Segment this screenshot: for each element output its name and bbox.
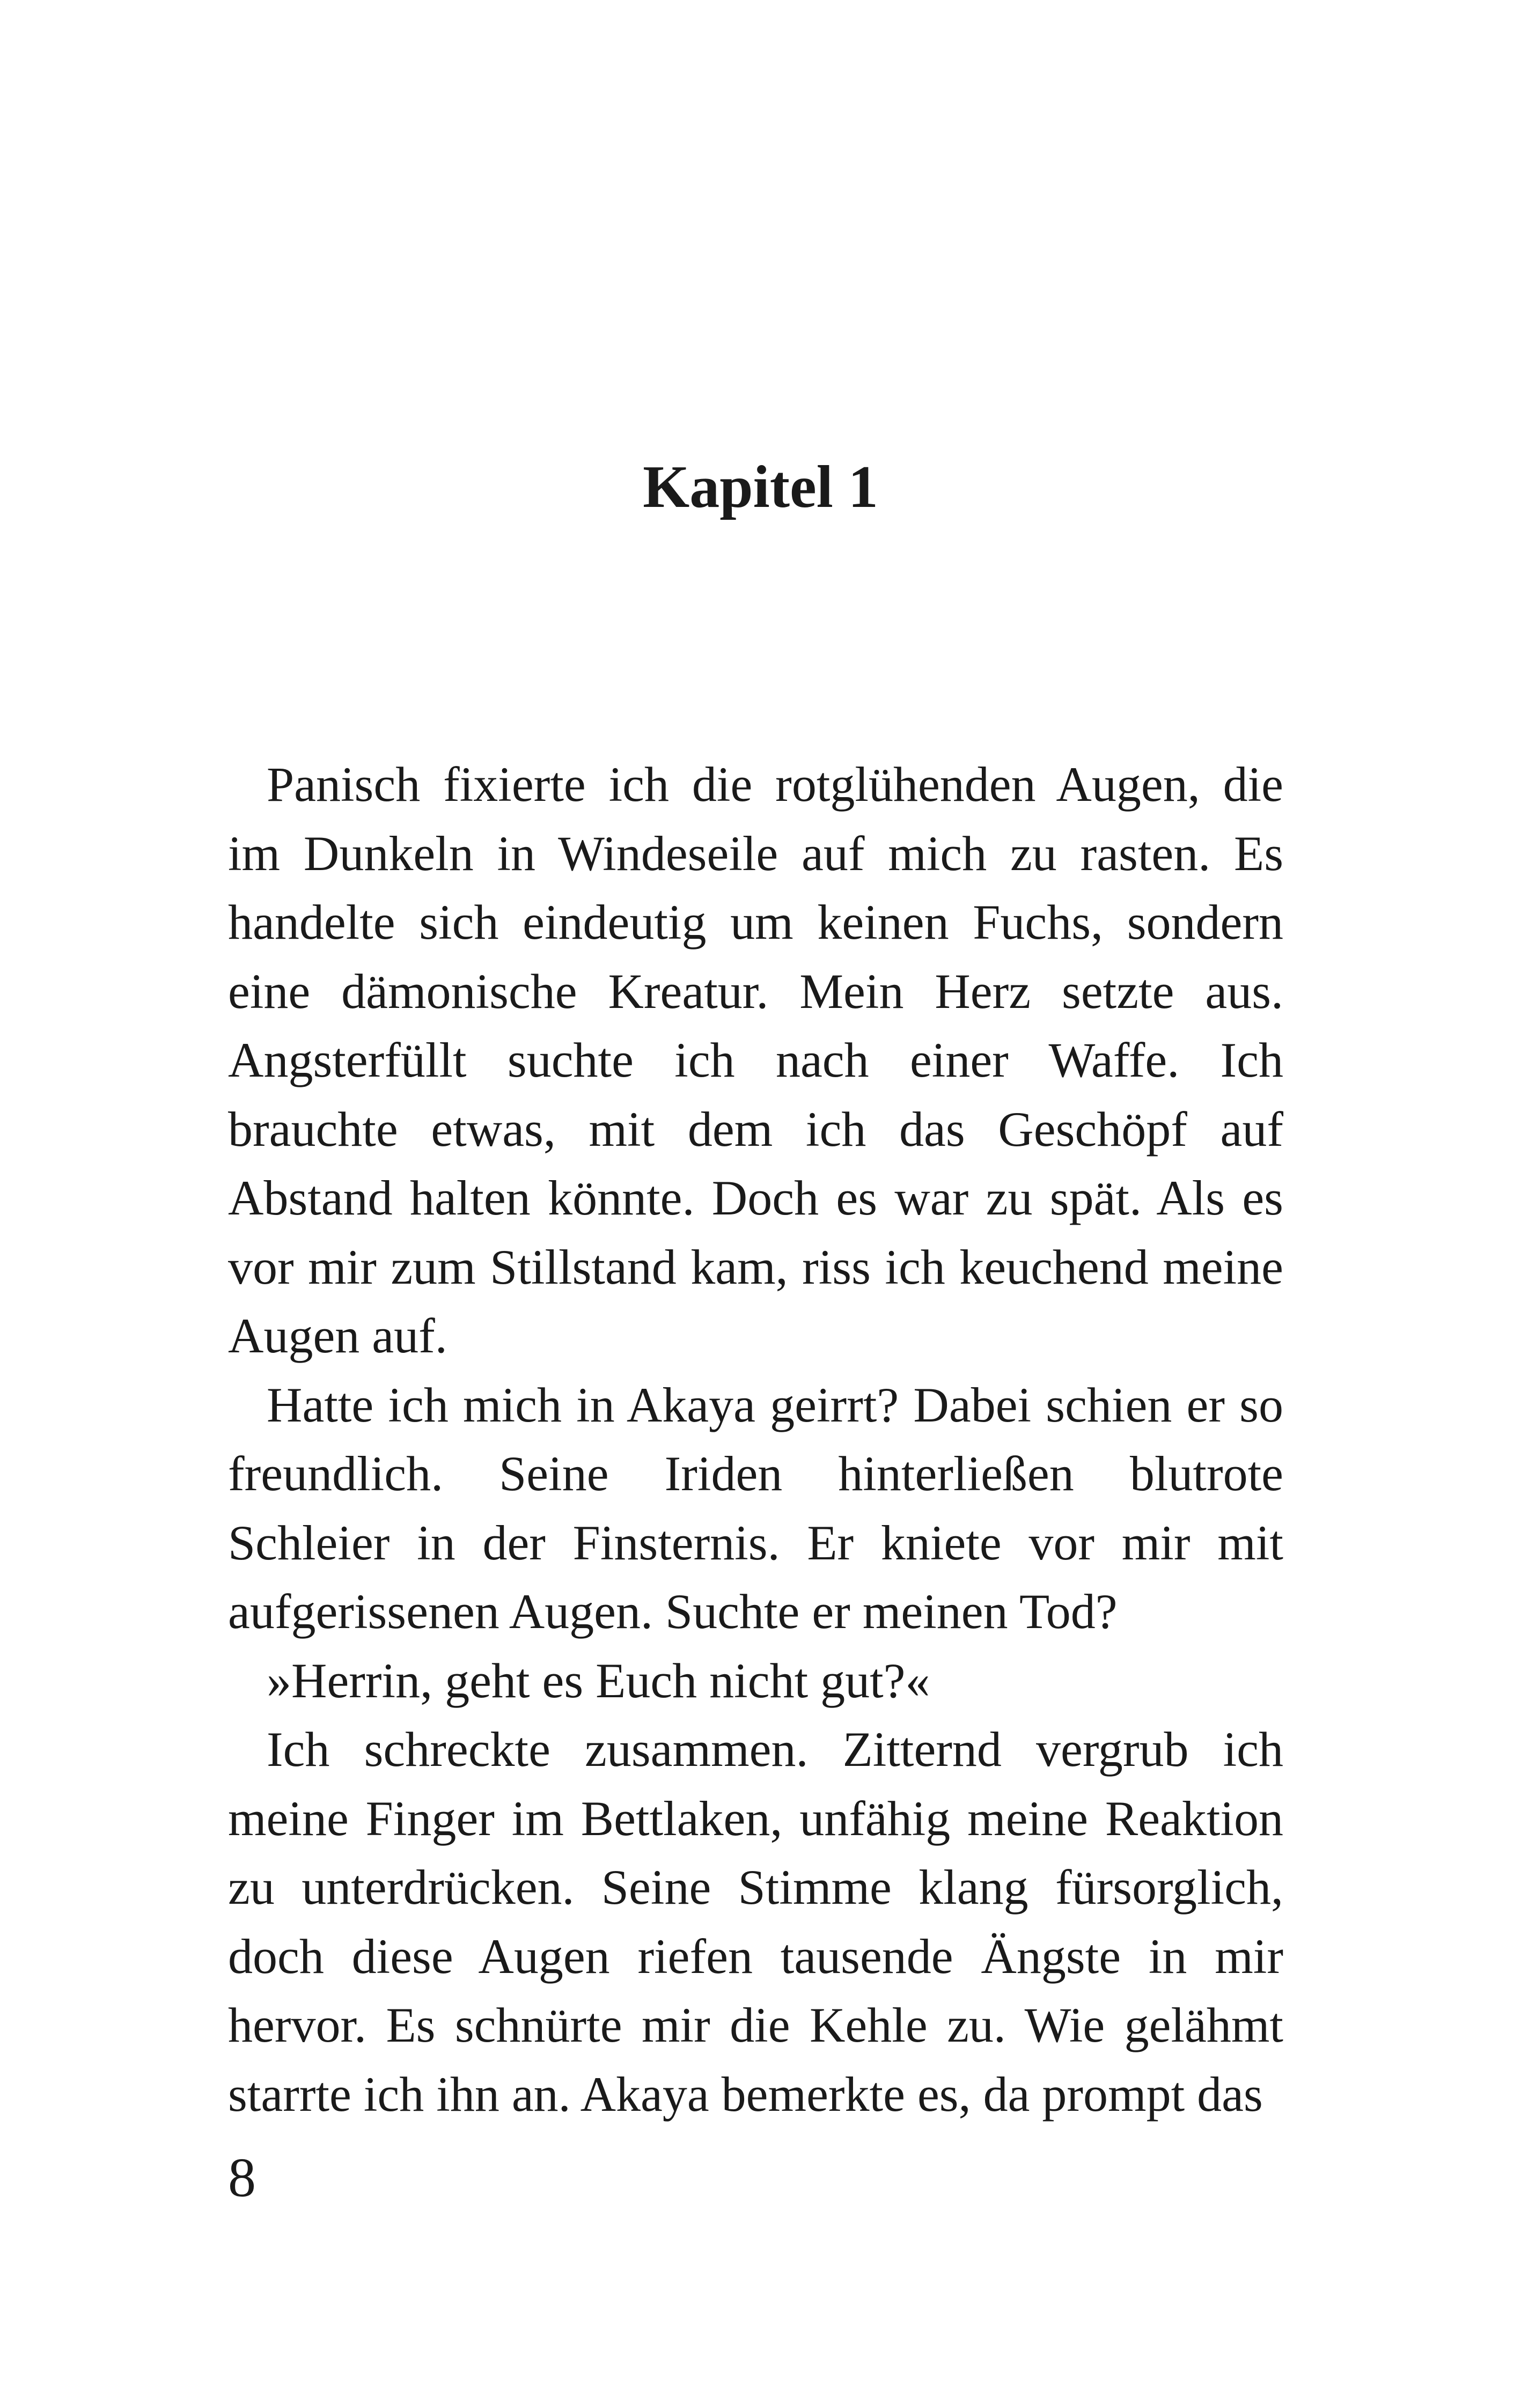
paragraph: Panisch fixierte ich die rotglühenden Augen, die im Dunkeln in Windeseile auf mich zu rasten. Es handelte sich eindeutig um keinen Fuchs, sondern eine dämonische Kreatur. Mein Herz setzte aus. Angsterfüllt suchte ich nach einer Waffe. Ich brauchte etwas, mit dem ich das Geschöpf auf Abstand halten könnte. Doch es war zu spät. Als es vor mir zum Stillstand kam, riss ich keuchend meine Augen auf. <box>228 757 1283 1363</box>
paragraph: Hatte ich mich in Akaya geirrt? Dabei schien er so freundlich. Seine Iriden hinterließen blutrote Schleier in der Finsternis. Er kniete vor mir mit aufgerissenen Augen. Suchte er meinen Tod? <box>228 1377 1283 1639</box>
page-number: 8 <box>228 2147 256 2208</box>
chapter-title: Kapitel 1 <box>643 454 878 520</box>
chapter-body <box>228 750 1283 2129</box>
paragraph: »Herrin, geht es Euch nicht gut?« <box>267 1653 930 1708</box>
paragraph: Ich schreckte zusammen. Zitternd vergrub ich meine Finger im Bettlaken, unfähig meine Reaktion zu unterdrücken. Seine Stimme klang fürsorglich, doch diese Augen riefen tausende Ängste in mir hervor. Es schnürte mir die Kehle zu. Wie gelähmt starrte ich ihn an. Akaya bemerkte es, da prompt das <box>228 1722 1283 2122</box>
